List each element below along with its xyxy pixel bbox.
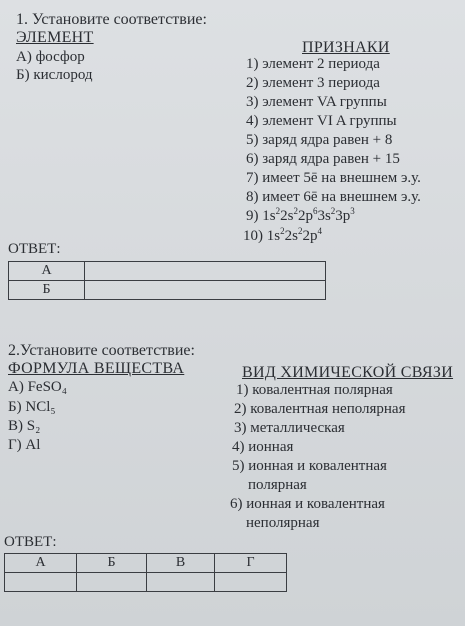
q2-answer-cell-b[interactable] (77, 573, 147, 592)
q1-prop-1: 1) элемент 2 периода (246, 56, 380, 72)
q1-prop-10-config: $1s^22s^22p^4$ (266, 226, 322, 244)
q2-answer-header-a: А (5, 554, 77, 573)
q2-bond-6: 6) ионная и ковалентная (230, 496, 385, 512)
q1-prop-4: 4) элемент VI A группы (246, 113, 397, 129)
q2-formula-a: А) FeSO₄ (8, 379, 67, 395)
q1-answer-cell-a[interactable] (85, 262, 326, 281)
q2-bond-2: 2) ковалентная неполярная (234, 401, 406, 417)
q1-prop-7: 7) имеет 5ē на внешнем э.у. (246, 170, 421, 186)
q1-answer-row-label: Б (9, 281, 85, 300)
q1-answer-cell-b[interactable] (85, 281, 326, 300)
q2-answer-label: ОТВЕТ: (4, 534, 57, 550)
q2-answer-cell-g[interactable] (215, 573, 287, 592)
q2-answer-cell-v[interactable] (147, 573, 215, 592)
q2-bond-1: 1) ковалентная полярная (236, 382, 393, 398)
table-row (5, 554, 287, 573)
q1-prop-6: 6) заряд ядра равен + 15 (246, 151, 400, 167)
q1-answer-table (8, 261, 326, 300)
q2-right-header: ВИД ХИМИЧЕСКОЙ СВЯЗИ (242, 364, 454, 381)
q2-answer-header-g: Г (215, 554, 287, 573)
q1-prop-10 (243, 226, 322, 244)
q1-left-header: ЭЛЕМЕНТ (16, 29, 94, 46)
q2-left-header: ФОРМУЛА ВЕЩЕСТВА (8, 360, 185, 377)
q2-bond-6-cont: неполярная (246, 515, 320, 531)
q1-right-header: ПРИЗНАКИ (302, 39, 390, 56)
q2-bond-3: 3) металлическая (234, 420, 345, 436)
q1-answer-label: ОТВЕТ: (8, 241, 61, 257)
q1-answer-row-label: А (9, 262, 85, 281)
table-row (9, 281, 326, 300)
q1-title: 1. Установите соответствие: (16, 11, 207, 28)
q2-answer-table (4, 553, 287, 592)
q2-answer-cell-a[interactable] (5, 573, 77, 592)
q2-bond-4: 4) ионная (232, 439, 294, 455)
table-row (5, 573, 287, 592)
q1-prop-5: 5) заряд ядра равен + 8 (246, 132, 393, 148)
table-row (9, 262, 326, 281)
q2-formula-c: В) S₂ (8, 418, 41, 434)
q2-formula-b: Б) NCl₅ (8, 399, 56, 415)
q2-bond-5: 5) ионная и ковалентная (232, 458, 387, 474)
q1-prop-10-number: 10) (243, 228, 263, 244)
q2-bond-5-cont: полярная (248, 477, 307, 493)
q1-prop-9-number: 9) (246, 208, 259, 224)
q1-prop-3: 3) элемент VA группы (246, 94, 387, 110)
q1-element-a: А) фосфор (16, 49, 85, 65)
q1-prop-2: 2) элемент 3 периода (246, 75, 380, 91)
q2-answer-header-v: В (147, 554, 215, 573)
q2-title: 2.Установите соответствие: (8, 342, 195, 359)
q2-formula-d: Г) Al (8, 437, 41, 453)
q1-element-b: Б) кислород (16, 67, 93, 83)
q1-prop-9 (246, 206, 355, 224)
q1-prop-9-config: $1s^22s^22p^63s^23p^3$ (262, 206, 355, 224)
q1-prop-8: 8) имеет 6ē на внешнем э.у. (246, 189, 421, 205)
q2-answer-header-b: Б (77, 554, 147, 573)
